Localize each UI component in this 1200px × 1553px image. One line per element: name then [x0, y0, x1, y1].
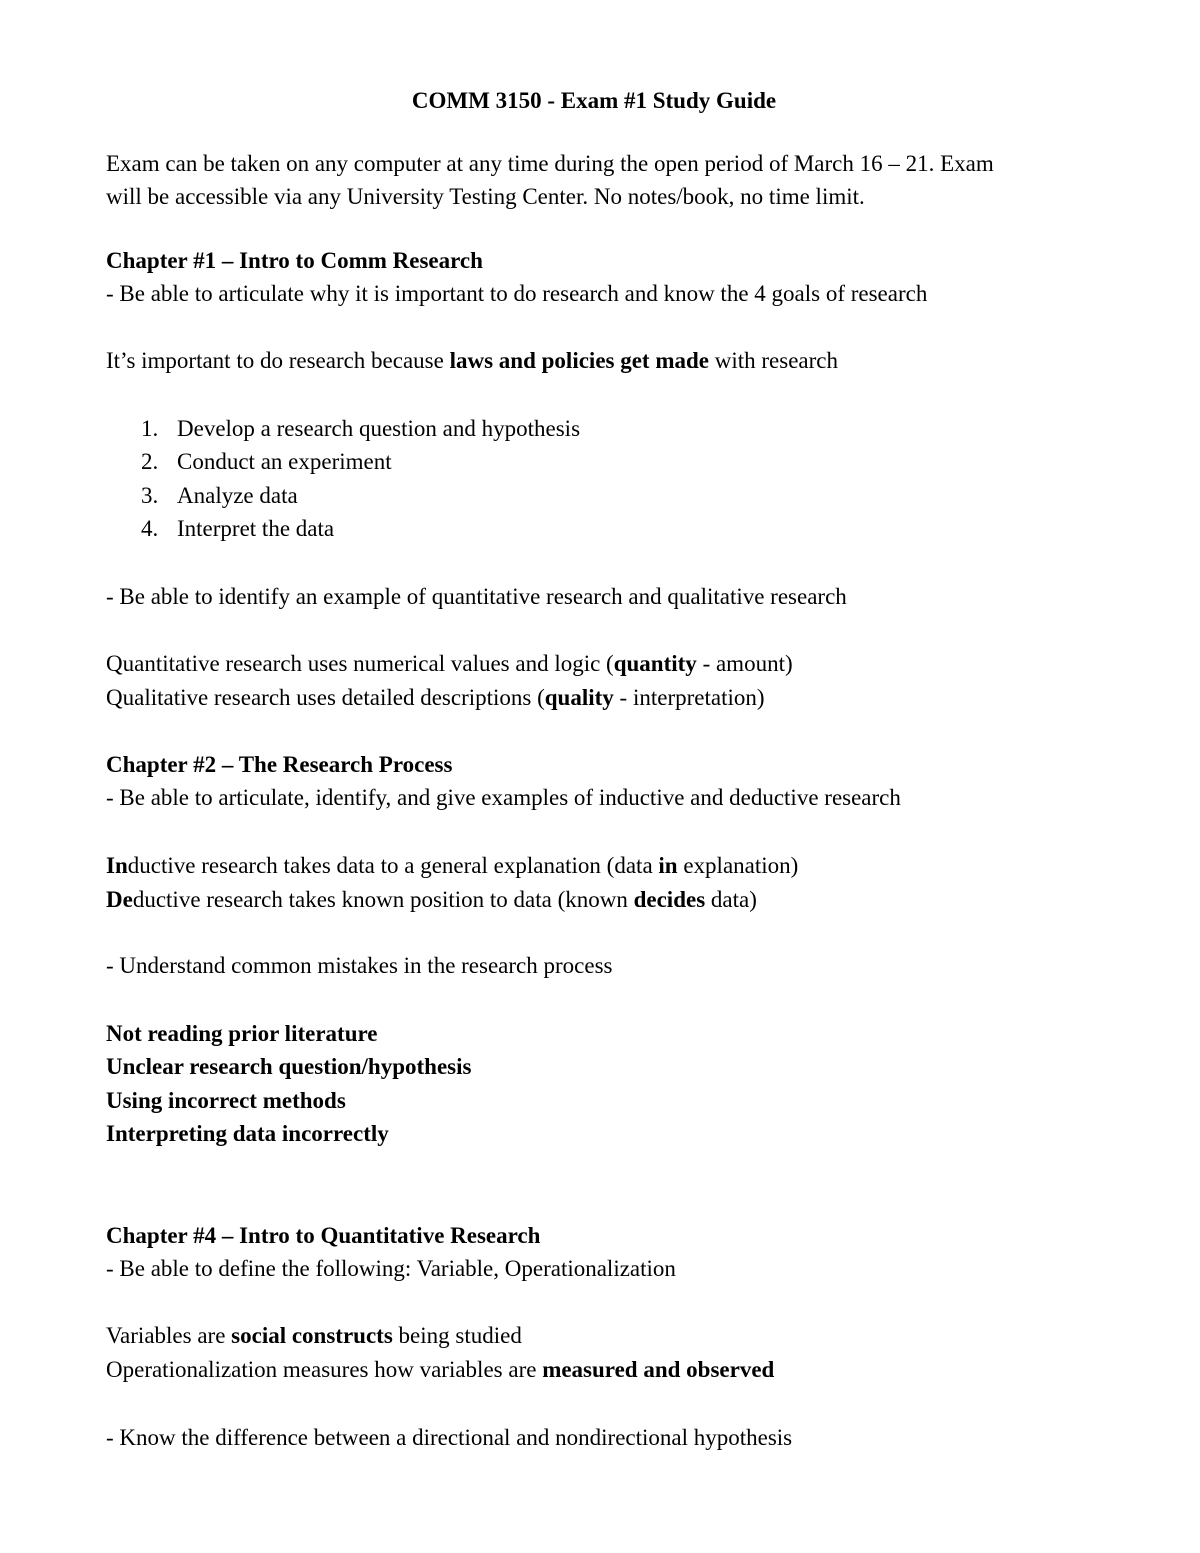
chapter1-prompt-quant-qual: - Be able to identify an example of quantitative research and qualitative research [106, 584, 847, 609]
goal-list-item: 2. Conduct an experiment [141, 449, 392, 474]
quantitative-definition: Quantitative research uses numerical values and logic (quantity - amount) [106, 651, 793, 676]
chapter2-prompt-induct-deduct: - Be able to articulate, identify, and give examples of inductive and deductive research [106, 785, 901, 810]
chapter4-prompt-hypothesis: - Know the difference between a directional and nondirectional hypothesis [106, 1425, 793, 1450]
intro-line-2: will be accessible via any University Testing Center. No notes/book, no time limit. [106, 184, 865, 209]
deductive-definition: Deductive research takes known position to data (known decides data) [106, 887, 757, 912]
goal-list-item: 3. Analyze data [141, 483, 298, 508]
chapter4-prompt-definitions: - Be able to define the following: Variable, Operationalization [106, 1256, 676, 1281]
mistake-item: Unclear research question/hypothesis [106, 1054, 472, 1079]
document-title: COMM 3150 - Exam #1 Study Guide [411, 88, 777, 113]
goal-list-item: 4. Interpret the data [141, 516, 335, 541]
mistake-item: Not reading prior literature [106, 1021, 378, 1046]
intro-line-1: Exam can be taken on any computer at any time during the open period of March 16 – 21. Exam [106, 151, 994, 176]
variables-definition: Variables are social constructs being studied [106, 1323, 522, 1348]
chapter4-heading: Chapter #4 – Intro to Quantitative Research [106, 1223, 541, 1248]
chapter1-heading: Chapter #1 – Intro to Comm Research [106, 248, 483, 273]
mistake-item: Interpreting data incorrectly [106, 1121, 389, 1146]
chapter1-prompt-goals: - Be able to articulate why it is important to do research and know the 4 goals of research [106, 281, 928, 306]
qualitative-definition: Qualitative research uses detailed descriptions (quality - interpretation) [106, 685, 765, 710]
chapter2-prompt-mistakes: - Understand common mistakes in the research process [106, 953, 613, 978]
inductive-definition: Inductive research takes data to a general explanation (data in explanation) [106, 853, 799, 878]
operationalization-definition: Operationalization measures how variables are measured and observed [106, 1357, 775, 1382]
chapter1-answer-importance: It’s important to do research because laws and policies get made with research [106, 348, 838, 373]
goal-list-item: 1. Develop a research question and hypothesis [141, 416, 581, 441]
mistake-item: Using incorrect methods [106, 1088, 346, 1113]
chapter2-heading: Chapter #2 – The Research Process [106, 752, 453, 777]
